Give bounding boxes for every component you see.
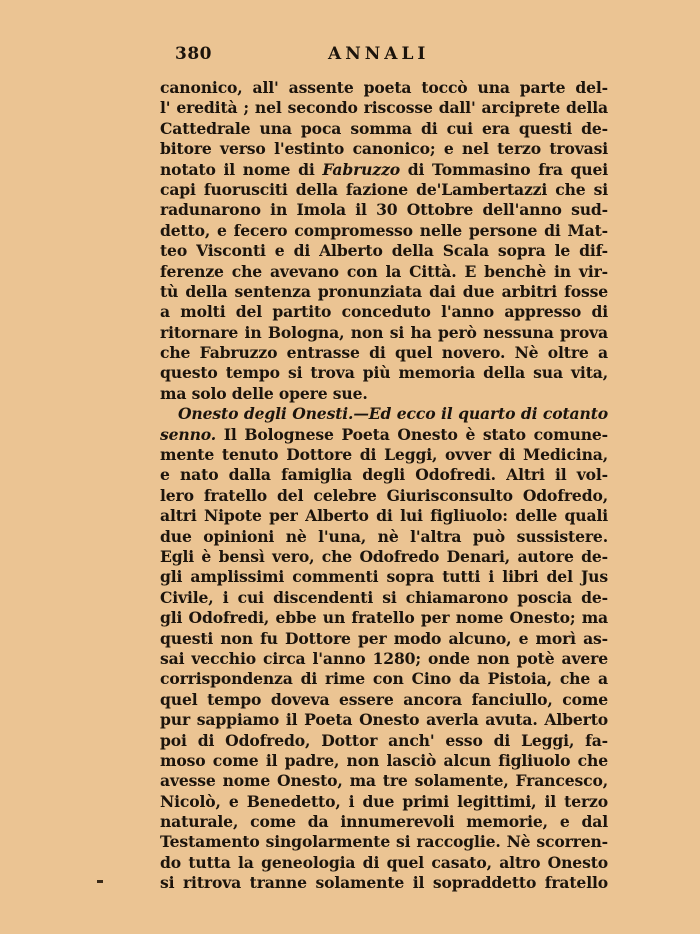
text-line (160, 649, 608, 669)
text-segment: altri Nipote per Alberto di lui figliuolo: delle quali (160, 506, 608, 526)
text-segment: ferenze che avevano con la Città. E benchè in vir- (160, 261, 608, 281)
text-line (160, 282, 608, 302)
text-line (160, 873, 608, 893)
text-line (160, 221, 608, 241)
text-line (160, 200, 608, 220)
text-segment: moso come il padre, non lasciò alcun figliuolo che (160, 750, 608, 770)
book-page (160, 42, 608, 893)
body-text (160, 78, 608, 894)
text-line (160, 486, 608, 506)
text-segment: do tutta la geneologia di quel casato, altro Onesto (160, 852, 608, 872)
text-line (160, 323, 608, 343)
text-line (160, 425, 608, 445)
text-segment: ritornare in Bologna, non si ha però nessuna prova (160, 322, 608, 342)
text-line (160, 160, 608, 180)
text-segment: due opinioni nè l'una, nè l'altra può sussistere. (160, 526, 608, 546)
text-line (160, 343, 608, 363)
text-segment: corrispondenza di rime con Cino da Pistoia, che a (160, 669, 608, 689)
text-segment: poi di Odofredo, Dottor anch' esso di Leggi, fa- (160, 730, 608, 750)
text-line (160, 404, 608, 424)
text-line (160, 445, 608, 465)
text-line (160, 731, 608, 751)
italic-text: senno. (160, 424, 217, 444)
text-line (160, 241, 608, 261)
text-line (160, 363, 608, 383)
text-segment: mente tenuto Dottore di Leggi, ovver di Medicina, (160, 445, 608, 465)
text-line (160, 384, 608, 404)
text-line (160, 506, 608, 526)
page-header (160, 42, 608, 74)
italic-text: Onesto degli Onesti.—Ed ecco il quarto di cotanto (178, 404, 608, 424)
text-segment: a molti del partito conceduto l'anno appresso di (160, 302, 608, 322)
text-line (160, 812, 608, 832)
text-line (160, 690, 608, 710)
text-line (160, 629, 608, 649)
text-line (160, 465, 608, 485)
text-segment: radunarono in Imola il 30 Ottobre dell'anno sud- (160, 200, 608, 220)
text-segment: Egli è bensì vero, che Odofredo Denari, autore de- (160, 546, 608, 566)
text-segment: questo tempo si trova più memoria della sua vita, (160, 363, 608, 383)
text-segment: naturale, come da innumerevoli memorie, e dal (160, 812, 608, 832)
text-line (160, 180, 608, 200)
text-segment: quel tempo doveva essere ancora fanciullo, come (160, 689, 608, 709)
italic-text: Fabruzzo (322, 159, 401, 179)
text-segment: Il Bolognese Poeta Onesto è stato comune- (216, 424, 608, 444)
text-segment: Testamento singolarmente si raccoglie. Nè scorren- (160, 832, 608, 852)
text-segment: teo Visconti e di Alberto della Scala sopra le dif- (160, 241, 608, 261)
text-segment: e nato dalla famiglia degli Odofredi. Altri il vol- (160, 465, 608, 485)
text-line (160, 771, 608, 791)
text-segment: si ritrova tranne solamente il sopraddetto fratello (160, 873, 608, 893)
text-segment: pur sappiamo il Poeta Onesto averla avuta. Alberto (160, 710, 608, 730)
margin-mark (97, 880, 103, 883)
text-segment: che Fabruzzo entrasse di quel novero. Nè oltre a (160, 343, 608, 363)
text-line (160, 527, 608, 547)
text-line (160, 139, 608, 159)
text-segment: l' eredità ; nel secondo riscosse dall' arciprete della (160, 98, 608, 118)
text-segment: Nicolò, e Benedetto, i due primi legittimi, il terzo (160, 791, 608, 811)
text-line (160, 78, 608, 98)
text-line (160, 751, 608, 771)
text-line (160, 567, 608, 587)
text-line (160, 98, 608, 118)
page-number: 380 (175, 44, 212, 64)
text-segment: capi fuorusciti della fazione de'Lambertazzi che si (160, 179, 608, 199)
text-segment: questi non fu Dottore per modo alcuno, e morì as- (160, 628, 608, 648)
text-segment: Civile, i cui discendenti si chiamarono poscia de- (160, 587, 608, 607)
text-segment: ma solo delle opere sue. (160, 383, 368, 403)
text-segment: gli Odofredi, ebbe un fratello per nome Onesto; ma (160, 608, 608, 628)
text-line (160, 608, 608, 628)
text-segment: bitore verso l'estinto canonico; e nel terzo trovasi (160, 139, 608, 159)
text-segment: gli amplissimi commenti sopra tutti i libri del Jus (160, 567, 608, 587)
text-line (160, 547, 608, 567)
text-segment: detto, e fecero compromesso nelle persone di Mat- (160, 220, 608, 240)
text-segment: avesse nome Onesto, ma tre solamente, Francesco, (160, 771, 608, 791)
text-line (160, 262, 608, 282)
text-segment: sai vecchio circa l'anno 1280; onde non potè avere (160, 648, 608, 668)
text-line (160, 588, 608, 608)
text-line (160, 853, 608, 873)
text-segment: di Tommasino fra quei (400, 159, 608, 179)
text-line (160, 832, 608, 852)
text-line (160, 669, 608, 689)
text-line (160, 792, 608, 812)
text-line (160, 710, 608, 730)
text-segment: lero fratello del celebre Giurisconsulto Odofredo, (160, 485, 608, 505)
text-segment: notato il nome di (160, 159, 323, 179)
text-segment: tù della sentenza pronunziata dai due arbitri fosse (160, 281, 608, 301)
text-segment: canonico, all' assente poeta toccò una parte del- (160, 78, 608, 97)
text-line (160, 119, 608, 139)
text-segment: Cattedrale una poca somma di cui era questi de- (160, 118, 608, 138)
text-line (160, 302, 608, 322)
running-title: ANNALI (328, 44, 430, 64)
